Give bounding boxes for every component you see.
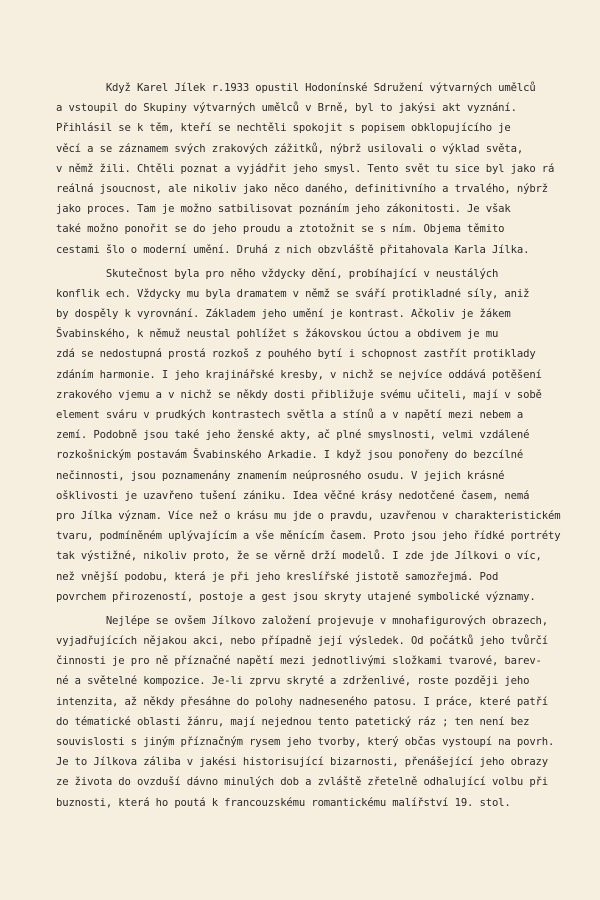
paragraph	[56, 264, 586, 607]
text-line: zrakového vjemu a v nichž se někdy dosti přibližuje svému učiteli, mají v sobě	[56, 388, 542, 401]
paragraph	[56, 78, 586, 260]
text-line: věcí a se záznamem svých zrakových zážitků, nýbrž usilovali o výklad světa,	[56, 142, 524, 155]
text-line: souvislosti s jiným příznačným rysem jeho tvorby, který občas vystoupí na povrh.	[56, 736, 555, 748]
text-line: do tématické oblasti žánru, mají nejednou tento patetický ráz ; ten není bez	[56, 715, 530, 728]
text-line: Švabinského, k němuž neustal pohlížet s žákovskou úctou a obdivem je mu	[56, 328, 499, 341]
text-line: jako proces. Tam je možno satbilisovat poznáním jeho zákonitosti. Je však	[56, 203, 511, 216]
text-line: Přihlásil se k těm, kteří se nechtěli spokojit s popisem obklopujícího je	[56, 122, 511, 135]
text-line: zdáním harmonie. I jeho krajinářské kresby, v nichž se nejvíce oddává potěšení	[56, 368, 542, 381]
text-line: tak výstižné, nikoliv proto, že se věrně drží modelů. I zde jde Jílkovi o víc,	[56, 550, 542, 563]
text-line: intenzita, až někdy přesáhne do polohy nadneseného patosu. I práce, které patří	[56, 695, 549, 708]
text-line: tvaru, podmíněném uplývajícím a vše měnícím časem. Proto jsou jeho řídké portréty	[56, 530, 561, 543]
text-line: než vnější podobu, která je při jeho kreslířské jistotě samozřejmá. Pod	[56, 570, 499, 583]
text-line: Je to Jílkova záliba v jakési historisující bizarnosti, přenášející jeho obrazy	[56, 756, 549, 769]
text-line: také možno ponořit se do jeho proudu a ztotožnit se s ním. Objema těmito	[56, 223, 505, 236]
text-line: a vstoupil do Skupiny výtvarných umělců v Brně, byl to jakýsi akt vyznání.	[56, 102, 517, 115]
text-line: element sváru v prudkých kontrastech světla a stínů a v napětí mezi nebem a	[56, 409, 524, 421]
text-line: vyjadřujících nějakou akci, nebo případně její výsledek. Od počátků jeho tvůrčí	[56, 635, 549, 648]
text-line: Skutečnost byla pro něho vždycky dění, probíhající v neustálých	[56, 267, 499, 280]
text-line: né a světelné kompozice. Je-li zprvu skryté a zdrženlivé, roste později jeho	[56, 675, 530, 688]
text-line: buznosti, která ho poutá k francouzskému romantickému malířství 19. stol.	[56, 796, 511, 809]
document-body	[56, 78, 586, 813]
text-line: v němž žili. Chtěli poznat a vyjádřit jeho smysl. Tento svět tu sice byl jako rá	[56, 162, 555, 175]
text-line: povrchem přirozeností, postoje a gest jsou skryty utajené symbolické významy.	[56, 590, 536, 603]
text-line: Nejlépe se ovšem Jílkovo založení projevuje v mnohafigurových obrazech,	[56, 614, 549, 627]
text-line: Když Karel Jílek r.1933 opustil Hodonínské Sdružení výtvarných umělců	[56, 82, 536, 94]
text-line: činnosti je pro ně příznačné napětí mezi jednotlivými složkami tvarové, barev-	[56, 655, 542, 668]
text-line: zemí. Podobně jsou také jeho ženské akty, ač plné smyslnosti, velmi vzdálené	[56, 429, 530, 442]
text-line: ze života do ovzduší dávno minulých dob a zvláště zřetelně odhalující volbu při	[56, 776, 549, 789]
text-line: konflik ech. Vždycky mu byla dramatem v němž se sváří protikladné síly, aniž	[56, 287, 530, 300]
text-line: by dospěly k vyrovnání. Základem jeho umění je kontrast. Ačkoliv je žákem	[56, 308, 511, 321]
text-line: rozkošnickým postavám Švabinského Arkadie. I když jsou ponořeny do bezcílné	[56, 449, 524, 462]
text-line: ošklivosti je uzavřeno tušení zániku. Idea věčné krásy nedotčené časem, nemá	[56, 489, 530, 502]
paragraph	[56, 611, 586, 813]
text-line: cestami šlo o moderní umění. Druhá z nich obzvláště přitahovala Karla Jílka.	[56, 243, 530, 256]
text-line: nečinnosti, jsou poznamenány znamením neúprosného osudu. V jejich krásné	[56, 469, 505, 482]
text-line: pro Jílka význam. Více než o krásu mu jde o pravdu, uzavřenou v charakteristickém	[56, 509, 561, 522]
text-line: reálná jsoucnost, ale nikoliv jako něco daného, definitivního a trvalého, nýbrž	[56, 182, 549, 195]
text-line: zdá se nedostupná prostá rozkoš z pouhého bytí i schopnost zastřít protiklady	[56, 348, 536, 361]
